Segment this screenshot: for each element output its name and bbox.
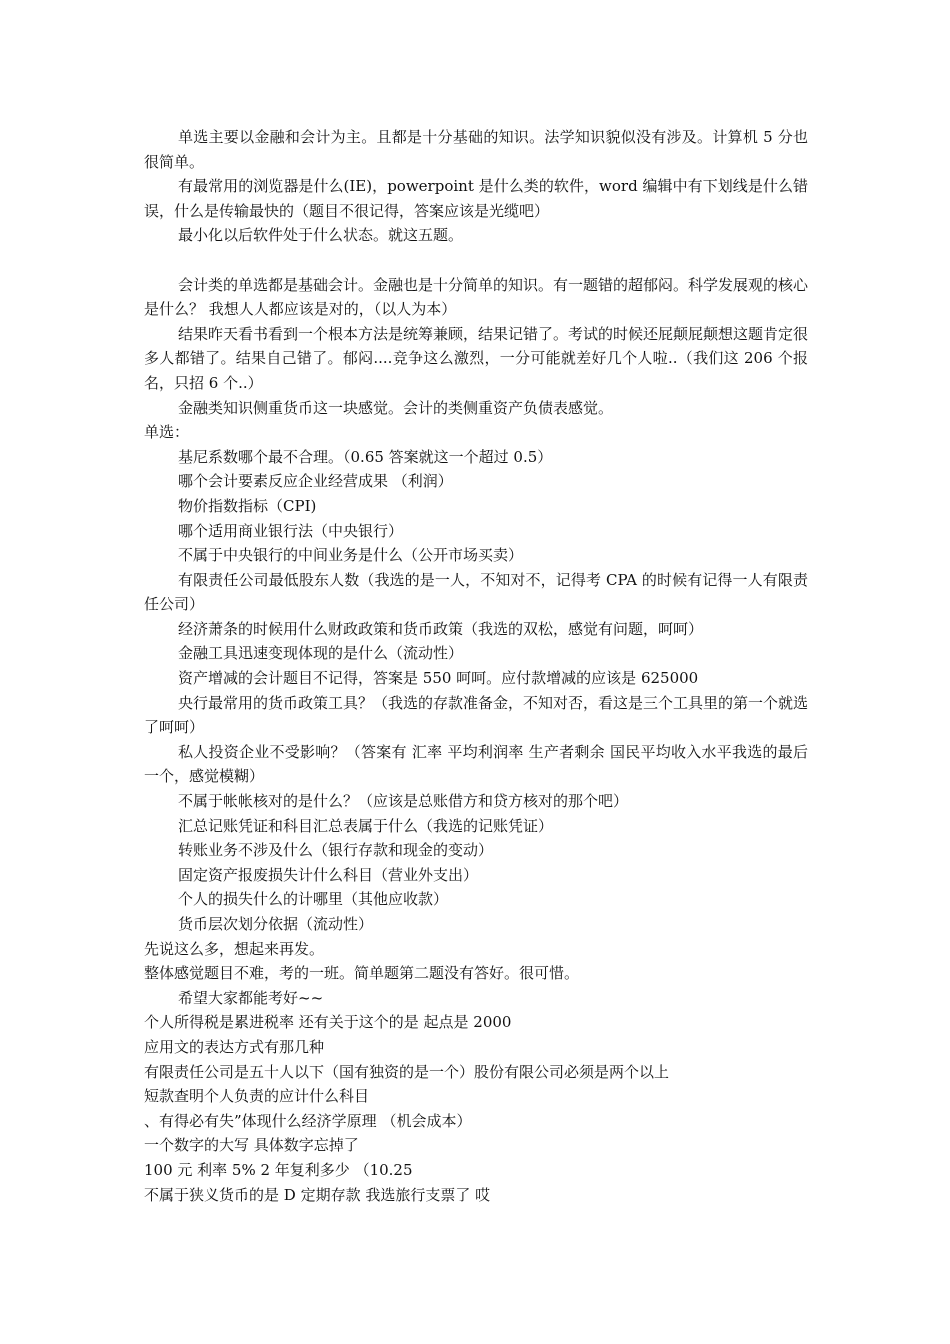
question-item: 短款查明个人负责的应计什么科目 — [144, 1087, 370, 1106]
document-page — [144, 125, 808, 1207]
paragraph: 金融类知识侧重货币这一块感觉。会计的类侧重资产负债表感觉。 — [178, 398, 614, 417]
paragraph: 有最常用的浏览器是什么(IE)，powerpoint 是什么类的软件，word 编辑中有下划线是什么错误，什么是传输最快的（题目不很记得，答案应该是光缆吧） — [144, 177, 808, 220]
question-item: 、有得必有失”体现什么经济学原理 （机会成本） — [144, 1111, 472, 1130]
blank-line — [144, 248, 808, 273]
question-item: 转账业务不涉及什么（银行存款和现金的变动） — [178, 841, 494, 860]
question-item: 物价指数指标（CPI) — [178, 496, 317, 515]
question-item: 基尼系数哪个最不合理。（0.65 答案就这一个超过 0.5） — [178, 447, 553, 466]
question-item: 不属于帐帐核对的是什么？（应该是总账借方和贷方核对的那个吧） — [178, 792, 629, 811]
paragraph: 会计类的单选都是基础会计。金融也是十分简单的知识。有一题错的超郁闷。科学发展观的核心是什么？ 我想人人都应该是对的，（以人为本） — [144, 275, 809, 319]
paragraph: 单选主要以金融和会计为主。且都是十分基础的知识。法学知识貌似没有涉及。计算机 5 分也很简单。 — [144, 128, 808, 171]
question-item: 不属于狭义货币的是 D 定期存款 我选旅行支票了 哎 — [144, 1185, 491, 1204]
paragraph: 整体感觉题目不难，考的一班。简单题第二题没有答好。很可惜。 — [144, 964, 580, 983]
question-item: 应用文的表达方式有那几种 — [144, 1037, 325, 1056]
question-item: 哪个会计要素反应企业经营成果 （利润） — [178, 472, 453, 491]
question-item: 经济萧条的时候用什么财政政策和货币政策（我选的双松，感觉有问题，呵呵） — [178, 619, 704, 638]
question-item: 个人的损失什么的计哪里（其他应收款） — [178, 890, 449, 909]
question-item: 个人所得税是累进税率 还有关于这个的是 起点是 2000 — [144, 1013, 512, 1032]
question-item: 汇总记账凭证和科目汇总表属于什么（我选的记账凭证） — [178, 816, 554, 835]
question-item: 资产增减的会计题目不记得，答案是 550 呵呵。应付款增减的应该是 625000 — [178, 669, 699, 688]
question-item: 有限责任公司是五十人以下（国有独资的是一个）股份有限公司必须是两个以上 — [144, 1062, 670, 1081]
question-item: 不属于中央银行的中间业务是什么（公开市场买卖） — [178, 546, 524, 565]
paragraph: 先说这么多，想起来再发。 — [144, 939, 325, 958]
question-item: 金融工具迅速变现体现的是什么（流动性） — [178, 644, 464, 663]
paragraph: 最小化以后软件处于什么状态。就这五题。 — [178, 226, 464, 245]
question-item: 一个数字的大写 具体数字忘掉了 — [144, 1136, 359, 1155]
question-item: 有限责任公司最低股东人数（我选的是一人，不知对不，记得考 CPA 的时候有记得一人有限责任公司） — [144, 570, 808, 614]
question-item: 央行最常用的货币政策工具？（我选的存款准备金，不知对否，看这是三个工具里的第一个就选了呵呵） — [144, 693, 809, 737]
question-item: 私人投资企业不受影响？（答案有 汇率 平均利润率 生产者剩余 国民平均收入水平我选的最后一个，感觉模糊） — [144, 742, 808, 786]
question-item: 货币层次划分依据（流动性） — [178, 915, 374, 933]
paragraph: 希望大家都能考好~~ — [178, 988, 324, 1007]
question-item: 哪个适用商业银行法（中央银行） — [178, 521, 404, 540]
paragraph: 结果昨天看书看到一个根本方法是统筹兼顾，结果记错了。考试的时候还屁颠屁颠想这题肯定很多人都错了。结果自己错了。郁闷....竞争这么激烈，一分可能就差好几个人啦..（我们这 206 个报名，只招 6 个..） — [144, 324, 809, 392]
question-item: 固定资产报废损失计什么科目（营业外支出） — [178, 865, 479, 884]
question-item: 100 元 利率 5% 2 年复利多少 （10.25 — [144, 1160, 413, 1179]
section-label: 单选： — [144, 423, 190, 442]
